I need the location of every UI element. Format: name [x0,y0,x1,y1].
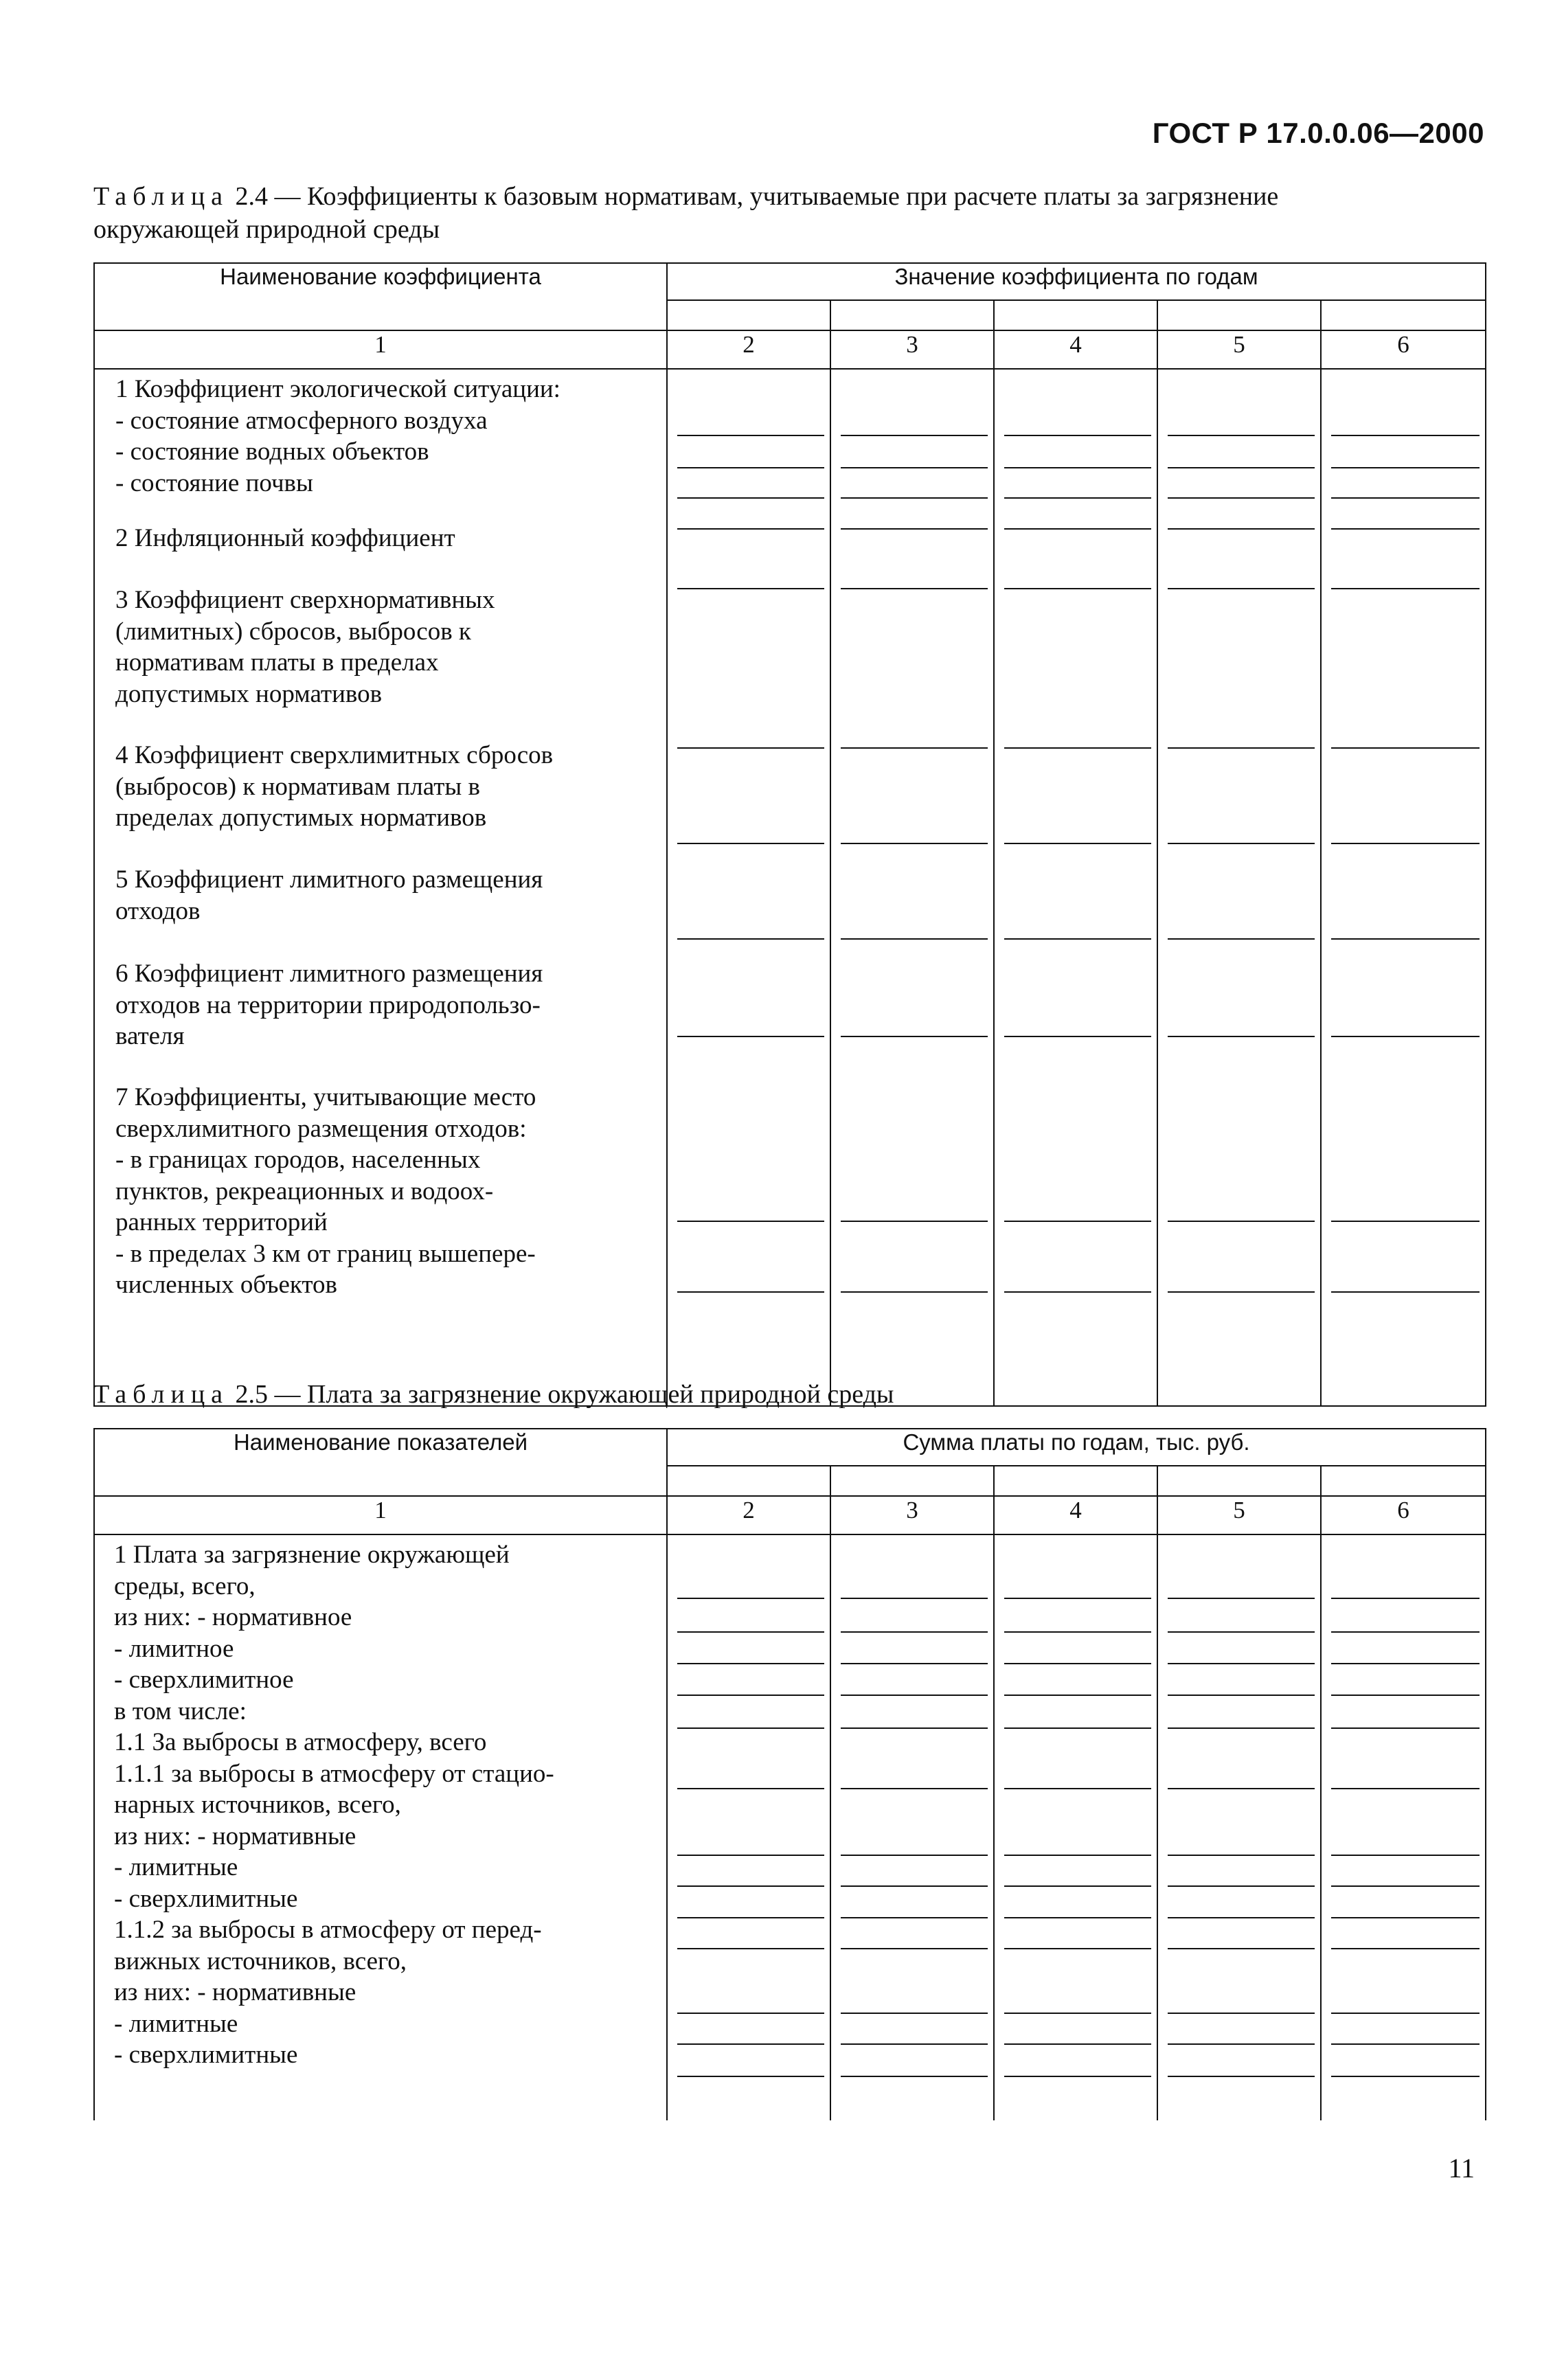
blank-fill-line [677,1036,824,1037]
blank-fill-line [1168,1598,1315,1599]
blank-fill-line [1168,1727,1315,1729]
column-header-name: Наименование коэффициента [94,263,667,330]
blank-fill-line [677,588,824,589]
blank-fill-line [841,747,988,749]
column-number: 3 [830,330,994,369]
blank-fill-line [841,2013,988,2014]
blank-fill-line [677,1631,824,1633]
year-header-cell [994,1466,1157,1496]
table-word: Таблица [93,182,229,211]
row-line: из них: - нормативное [114,1603,352,1631]
column-header-sum-by-year: Сумма платы по годам, тыс. руб. [667,1429,1486,1466]
blank-fill-line [1004,2013,1151,2014]
blank-fill-line [1168,1885,1315,1887]
row-line: 6 Коэффициент лимитного размещения [115,960,543,988]
blank-fill-line [841,1291,988,1293]
blank-fill-line [1004,938,1151,940]
row-line: - лимитные [114,2009,238,2038]
year-header-cell [1157,300,1321,330]
column-number: 1 [94,330,667,369]
blank-fill-line [677,1291,824,1293]
row-line: - сверхлимитное [114,1666,294,1694]
blank-fill-line [1331,1598,1480,1599]
year-header-cell [830,300,994,330]
blank-fill-line [1331,1221,1480,1222]
row-line: - состояние атмосферного воздуха [115,406,488,435]
blank-fill-line [841,588,988,589]
row-line: вижных источников, всего, [114,1947,407,1975]
blank-fill-line [841,2076,988,2077]
blank-fill-line [841,1598,988,1599]
blank-fill-line [677,938,824,940]
blank-fill-line [1331,467,1480,468]
blank-fill-line [841,938,988,940]
row-line: - лимитное [114,1634,234,1663]
blank-fill-line [677,1917,824,1918]
blank-fill-line [841,1631,988,1633]
indicator-names [94,1534,667,2120]
blank-fill-line [1168,2013,1315,2014]
column-number: 2 [667,1496,830,1534]
column-number: 6 [1321,1496,1486,1534]
blank-fill-line [841,1917,988,1918]
indicator-names [94,369,667,1406]
row-line: - состояние водных объектов [115,438,429,466]
table-2-5 [93,1428,1486,2120]
blank-fill-line [1331,2043,1480,2045]
column-number: 5 [1157,1496,1321,1534]
blank-fill-line [1004,467,1151,468]
blank-fill-line [1168,938,1315,940]
column-number: 6 [1321,330,1486,369]
blank-fill-line [677,435,824,436]
table-2-4-title: 2.4 — Коэффициенты к базовым нормативам, учитываемые при расчете платы за загрязнение [235,182,1279,211]
year-value-column [1157,1534,1321,2120]
blank-fill-line [1331,1917,1480,1918]
blank-fill-line [1168,1036,1315,1037]
blank-fill-line [1168,435,1315,436]
row-line: нарных источников, всего, [114,1791,401,1819]
blank-fill-line [1331,435,1480,436]
row-line: - сверхлимитные [114,2041,298,2069]
blank-fill-line [1168,528,1315,530]
table-2-5-title: 2.5 — Плата за загрязнение окружающей природной среды [235,1380,894,1409]
blank-fill-line [677,747,824,749]
blank-fill-line [841,1727,988,1729]
blank-fill-line [841,843,988,844]
column-number: 2 [667,330,830,369]
blank-fill-line [677,1598,824,1599]
blank-fill-line [1168,2043,1315,2045]
blank-fill-line [1168,588,1315,589]
blank-fill-line [1331,1885,1480,1887]
blank-fill-line [1004,528,1151,530]
row-line: ранных территорий [115,1208,328,1236]
blank-fill-line [1004,588,1151,589]
blank-fill-line [1004,1917,1151,1918]
column-number: 1 [94,1496,667,1534]
blank-fill-line [841,497,988,499]
row-line: отходов [115,896,201,925]
row-line: - сверхлимитные [114,1884,298,1913]
row-line: допустимых нормативов [115,679,383,708]
blank-fill-line [677,497,824,499]
row-line: из них: - нормативные [114,1978,356,2006]
blank-fill-line [1168,1631,1315,1633]
blank-fill-line [1004,435,1151,436]
blank-fill-line [1331,1631,1480,1633]
row-line: пунктов, рекреационных и водоох- [115,1177,494,1205]
blank-fill-line [677,2013,824,2014]
row-line: 1.1 За выбросы в атмосферу, всего [114,1728,487,1756]
blank-fill-line [1004,1598,1151,1599]
blank-fill-line [677,1727,824,1729]
blank-fill-line [1168,1855,1315,1856]
table-2-5-caption [93,1378,1484,1411]
row-line: (выбросов) к нормативам платы в [115,772,480,801]
blank-fill-line [1004,497,1151,499]
blank-fill-line [1168,1917,1315,1918]
row-line: среды, всего, [114,1572,256,1600]
blank-fill-line [677,1695,824,1696]
blank-fill-line [1331,938,1480,940]
row-line: сверхлимитного размещения отходов: [115,1114,527,1143]
blank-fill-line [841,1221,988,1222]
blank-fill-line [677,1788,824,1789]
blank-fill-line [1331,2076,1480,2077]
blank-fill-line [677,1855,824,1856]
blank-fill-line [677,843,824,844]
blank-fill-line [677,2076,824,2077]
column-number: 5 [1157,330,1321,369]
year-header-cell [1321,1466,1486,1496]
row-line: 1 Коэффициент экологической ситуации: [115,375,560,403]
blank-fill-line [1331,497,1480,499]
blank-fill-line [1004,1291,1151,1293]
blank-fill-line [1168,467,1315,468]
blank-fill-line [1331,1855,1480,1856]
blank-fill-line [1331,1788,1480,1789]
row-line: пределах допустимых нормативов [115,804,487,832]
row-line: 5 Коэффициент лимитного размещения [115,865,543,894]
row-line: отходов на территории природопользо- [115,990,541,1019]
blank-fill-line [677,1948,824,1949]
column-header-name: Наименование показателей [94,1429,667,1496]
row-line: 4 Коэффициент сверхлимитных сбросов [115,741,554,769]
row-line: - в пределах 3 км от границ вышепере- [115,1239,536,1268]
row-line: 1 Плата за загрязнение окружающей [114,1541,510,1569]
row-line: из них: - нормативные [114,1822,356,1850]
blank-fill-line [1331,1036,1480,1037]
document-code: ГОСТ Р 17.0.0.06—2000 [1152,117,1484,149]
row-line: вателя [115,1022,185,1050]
year-header-cell [830,1466,994,1496]
row-line: численных объектов [115,1271,338,1299]
blank-fill-line [1004,1036,1151,1037]
blank-fill-line [1331,1663,1480,1664]
blank-fill-line [677,1221,824,1222]
row-line: - в границах городов, населенных [115,1146,481,1174]
blank-fill-line [677,467,824,468]
blank-fill-line [841,467,988,468]
blank-fill-line [1168,1291,1315,1293]
blank-fill-line [1004,747,1151,749]
blank-fill-line [1168,1221,1315,1222]
blank-fill-line [841,1855,988,1856]
blank-fill-line [841,435,988,436]
row-line: 3 Коэффициент сверхнормативных [115,586,495,614]
table-word: Таблица [93,1380,229,1409]
year-value-column [667,369,830,1406]
blank-fill-line [1168,843,1315,844]
row-line: в том числе: [114,1697,247,1725]
column-header-values-by-year: Значение коэффициента по годам [667,263,1486,300]
blank-fill-line [1004,1631,1151,1633]
year-header-cell [1157,1466,1321,1496]
row-line: нормативам платы в пределах [115,648,439,677]
blank-fill-line [1331,2013,1480,2014]
row-line: 1.1.1 за выбросы в атмосферу от стацио- [114,1759,554,1788]
blank-fill-line [1331,588,1480,589]
blank-fill-line [1168,1663,1315,1664]
row-line: - лимитные [114,1853,238,1881]
year-value-column [994,1534,1157,2120]
blank-fill-line [1004,1855,1151,1856]
table-2-4 [93,262,1486,1407]
blank-fill-line [841,1885,988,1887]
blank-fill-line [841,2043,988,2045]
blank-fill-line [1004,1221,1151,1222]
year-value-column [1321,369,1486,1406]
column-number: 3 [830,1496,994,1534]
page-number: 11 [1448,2153,1475,2184]
year-header-cell [1321,300,1486,330]
blank-fill-line [841,528,988,530]
year-header-cell [667,300,830,330]
blank-fill-line [677,1885,824,1887]
blank-fill-line [1168,1788,1315,1789]
blank-fill-line [1168,747,1315,749]
blank-fill-line [1331,1948,1480,1949]
blank-fill-line [841,1663,988,1664]
year-value-column [667,1534,830,2120]
blank-fill-line [1004,1727,1151,1729]
blank-fill-line [1004,1885,1151,1887]
blank-fill-line [1168,2076,1315,2077]
row-line: 7 Коэффициенты, учитывающие место [115,1083,536,1111]
blank-fill-line [841,1036,988,1037]
blank-fill-line [1168,1948,1315,1949]
year-value-column [1157,369,1321,1406]
blank-fill-line [1004,843,1151,844]
blank-fill-line [841,1948,988,1949]
table-2-4-title-line2: окружающей природной среды [93,215,440,244]
row-line: 2 Инфляционный коэффициент [115,524,455,552]
blank-fill-line [841,1788,988,1789]
table-2-4-caption [93,180,1484,246]
blank-fill-line [677,1663,824,1664]
blank-fill-line [1331,843,1480,844]
blank-fill-line [1004,1788,1151,1789]
blank-fill-line [1331,528,1480,530]
blank-fill-line [1004,1695,1151,1696]
year-header-cell [667,1466,830,1496]
blank-fill-line [1331,1291,1480,1293]
column-number: 4 [994,330,1157,369]
column-number: 4 [994,1496,1157,1534]
blank-fill-line [1168,1695,1315,1696]
year-value-column [830,1534,994,2120]
blank-fill-line [1004,1663,1151,1664]
blank-fill-line [677,528,824,530]
blank-fill-line [1004,1948,1151,1949]
blank-fill-line [1331,1727,1480,1729]
year-value-column [994,369,1157,1406]
year-value-column [830,369,994,1406]
blank-fill-line [841,1695,988,1696]
row-line: 1.1.2 за выбросы в атмосферу от перед- [114,1916,542,1944]
blank-fill-line [1331,747,1480,749]
blank-fill-line [1004,2076,1151,2077]
year-value-column [1321,1534,1486,2120]
blank-fill-line [1168,497,1315,499]
blank-fill-line [1004,2043,1151,2045]
year-header-cell [994,300,1157,330]
row-line: - состояние почвы [115,468,313,497]
blank-fill-line [677,2043,824,2045]
blank-fill-line [1331,1695,1480,1696]
row-line: (лимитных) сбросов, выбросов к [115,617,471,646]
